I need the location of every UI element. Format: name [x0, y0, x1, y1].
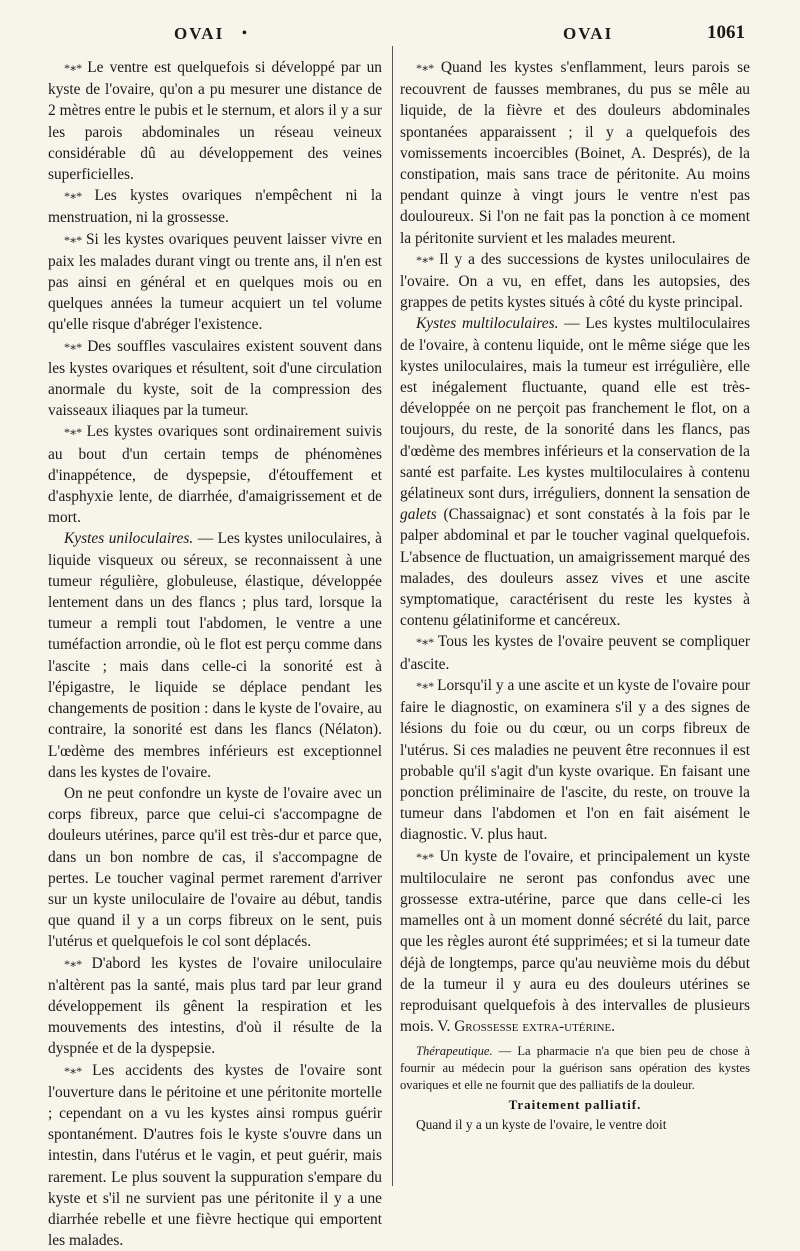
section-title: Kystes uniloculaires. [64, 530, 194, 548]
asterism-mark: *∗* [64, 425, 82, 440]
paragraph [400, 249, 750, 314]
asterism-mark: *∗* [416, 61, 434, 75]
page-number: 1061 [707, 22, 745, 43]
paragraph-text: Quand les kystes s'enflamment, leurs parois se recouvrent de fausses membranes, du pus se mêle au liquide, de la fièvre et des douleurs abdominales spontanées apparaissent ; il y a quelquefois des vomissements incoercibles (Boinet, A. Després), de la constipation, mais sans trace de péritonite. Au moins pendant quinze à vingt jours le ventre n'est pas douloureux. Si l'on ne fait pas la ponction à ce moment la péritonite survient et les malades meurent. [400, 59, 750, 247]
asterism-mark: *∗* [416, 678, 434, 693]
right-column [400, 57, 750, 1134]
asterism-mark: *∗* [64, 61, 82, 75]
paragraph [48, 783, 382, 953]
paragraph [48, 57, 382, 185]
paragraph-text: — Les kystes uniloculaires, à liquide visqueux ou séreux, se reconnaissent à une tumeur régulière, globuleuse, élastique, développée lentement dans un des flancs ; plus tard, lorsque la tumeur a rempli tout l'abdomen, le ventre a une tuméfaction arrondie, où le flot est perçu comme dans l'ascite ; mais dans celle-ci la sonorité est à l'épigastre, le liquide se déplace pendant les changements de position : dans le kyste de l'ovaire, au contraire, la sonorité est dans les flancs (Nélaton). L'œdème des membres inférieurs est exceptionnel dans les kystes de l'ovaire. [48, 530, 383, 781]
paragraph-text: Les kystes ovariques n'empêchent ni la menstruation, ni la grossesse. [48, 187, 382, 227]
paragraph-text: Lorsqu'il y a une ascite et un kyste de l'ovaire pour faire le diagnostic, on examinera s'il y a des signes de lésions du foie ou du cœur, ou un corps fibreux de l'utérus. Si ces maladies ne peuvent être reconnues il est probable qu'il s'agit d'un kyste ovarique. En faisant une ponction préliminaire de l'ascite, du reste, on trouve la tumeur dans l'abdomen et l'on en fait aisément le diagnostic. V. plus haut. [400, 676, 750, 844]
header-left-title: OVAI [174, 24, 225, 43]
asterism-mark: *∗* [64, 189, 82, 204]
paragraph-text: Si les kystes ovariques peuvent laisser vivre en paix les malades durant vingt ou trente ans, il n'en est pas ainsi en général et en quelques mois ou en quelques années la tumeur acquiert un tel volume qu'elle risque d'abréger l'existence. [48, 230, 382, 334]
paragraph-text: On ne peut confondre un kyste de l'ovaire avec un corps fibreux, parce que celui-ci s'accompagne de douleurs utérines, parce qu'il est très-dur et parce que, dans un bon nombre de cas, il s'accompagne de pertes. Le toucher vaginal permet rarement d'arriver sur un kyste uniloculaire de l'ovaire au début, tandis que quand il y a un corps fibreux on le sent, puis l'utérus et quelquefois le col sont déplacés. [48, 784, 382, 951]
small-paragraph [400, 1043, 750, 1094]
paragraph-text: — Les kystes multiloculaires de l'ovaire, à contenu liquide, ont le même siége que les kystes uniloculaires, mais la tumeur est irrégulière, elle est inégalement fluctuante, quand elle est très-développée on ne perçoit pas franchement le flot, on a toujours, du reste, de la sonorité dans les flancs, pas d'œdème des membres inférieurs et la conservation de la santé est parfaite. Les kystes multiloculaires à contenu gélatineux sont durs, irréguliers, donnent la sensation de [400, 315, 750, 503]
paragraph [48, 528, 382, 782]
section-title: Kystes multiloculaires. [416, 315, 559, 333]
paragraph-text: D'abord les kystes de l'ovaire uniloculaire n'altèrent pas la santé, mais plus tard par leur grand développement ils gênent la respiration et les mouvements des intestins, d'où il résulte de la dyspnée et de la dyspepsie. [48, 954, 382, 1058]
cross-reference: Grossesse extra-utérine. [454, 1018, 616, 1036]
subheading: Traitement palliatif. [508, 1097, 642, 1113]
paragraph [400, 846, 750, 1038]
paragraph [48, 229, 382, 336]
paragraph [400, 631, 750, 674]
italic-term: galets [400, 506, 437, 524]
paragraph-text: — La pharmacie n'a que bien peu de chose à fournir au médecin pour la guérison sans opération des kystes ovariques et elle ne fournit que des palliatifs de la douleur. [400, 1044, 750, 1093]
paragraph-text: Des souffles vasculaires existent souvent dans les kystes ovariques et résultent, soit d'une circulation anormale du kyste, soit de la compression des vaisseaux iliaques par la tumeur. [48, 337, 382, 420]
paragraph [400, 1116, 750, 1134]
asterism-mark: *∗* [416, 849, 434, 864]
paragraph-text: (Chassaignac) et sont constatés à la fois par le palper abdominal et par le toucher vaginal quelquefois. L'absence de fluctuation, un amaigrissement marqué des malades, des douleurs assez vives et une ascite symptomatique, caractérisent du reste les kystes à contenu gélatiniforme et cancéreux. [400, 506, 750, 630]
paragraph [48, 1060, 382, 1251]
asterism-mark: *∗* [64, 339, 82, 354]
asterism-mark: *∗* [416, 635, 434, 650]
paragraph [48, 421, 382, 528]
paragraph-text: Un kyste de l'ovaire, et principalement un kyste multiloculaire ne seront pas confondus avec une grossesse extra-utérine, parce que dans celle-ci les mamelles ont à un moment donné sécrété du lait, parce que les règles auront été supprimées; et si la tumeur date déjà de longtemps, parce qu'au neuvième mois du début de la tumeur il y aura eu des douleurs utérines se reproduisant quelquefois à des intervalles de plusieurs mois. V. [400, 847, 750, 1036]
section-title: Thérapeutique. [416, 1044, 493, 1059]
paragraph [400, 57, 750, 249]
left-column [48, 57, 382, 1251]
asterism-mark: *∗* [64, 956, 82, 971]
asterism-mark: *∗* [64, 1063, 82, 1078]
running-header [0, 24, 800, 52]
asterism-mark: *∗* [416, 252, 434, 267]
paragraph-text: Le ventre est quelquefois si développé par un kyste de l'ovaire, qu'on a pu mesurer une distance de 2 mètres entre le pubis et le sternum, et alors il y a sur les parois abdominales un réseau veineux considérable dû au développement des veines superficielles. [48, 59, 382, 184]
paragraph [400, 313, 750, 631]
paragraph-text: Il y a des successions de kystes uniloculaires de l'ovaire. On a vu, en effet, dans les autopsies, des grappes de petits kystes situés à côté du kyste principal. [400, 250, 750, 312]
paragraph [48, 953, 382, 1060]
paragraph-text: Tous les kystes de l'ovaire peuvent se compliquer d'ascite. [400, 633, 750, 673]
paragraph [48, 336, 382, 422]
paragraph-text: Les accidents des kystes de l'ovaire sont l'ouverture dans le péritoine et une péritonite mortelle ; cependant on a vu les kystes ainsi rompus guérir spontanément. D'autres fois le kyste s'ouvre dans un intestin, dans l'utérus et le vagin, et peut guérir, mais rarement. Le plus souvent la suppuration s'empare du kyste et s'il ne survient pas une péritonite il y a une diarrhée rebelle et une fièvre hectique qui emportent les malades. [48, 1061, 382, 1250]
header-dot: • [242, 26, 249, 41]
paragraph-text: Quand il y a un kyste de l'ovaire, le ventre doit [416, 1116, 667, 1132]
header-right-title: OVAI [563, 24, 614, 43]
paragraph-text: Les kystes ovariques sont ordinairement suivis au bout d'un certain temps de phénomènes d'inappétence, de dyspepsie, d'étouffement et d'asphyxie lente, de diarrhée, d'amaigrissement et de mort. [48, 423, 382, 527]
asterism-mark: *∗* [64, 232, 82, 247]
paragraph [48, 185, 382, 228]
column-divider [392, 46, 393, 1186]
paragraph [400, 675, 750, 846]
